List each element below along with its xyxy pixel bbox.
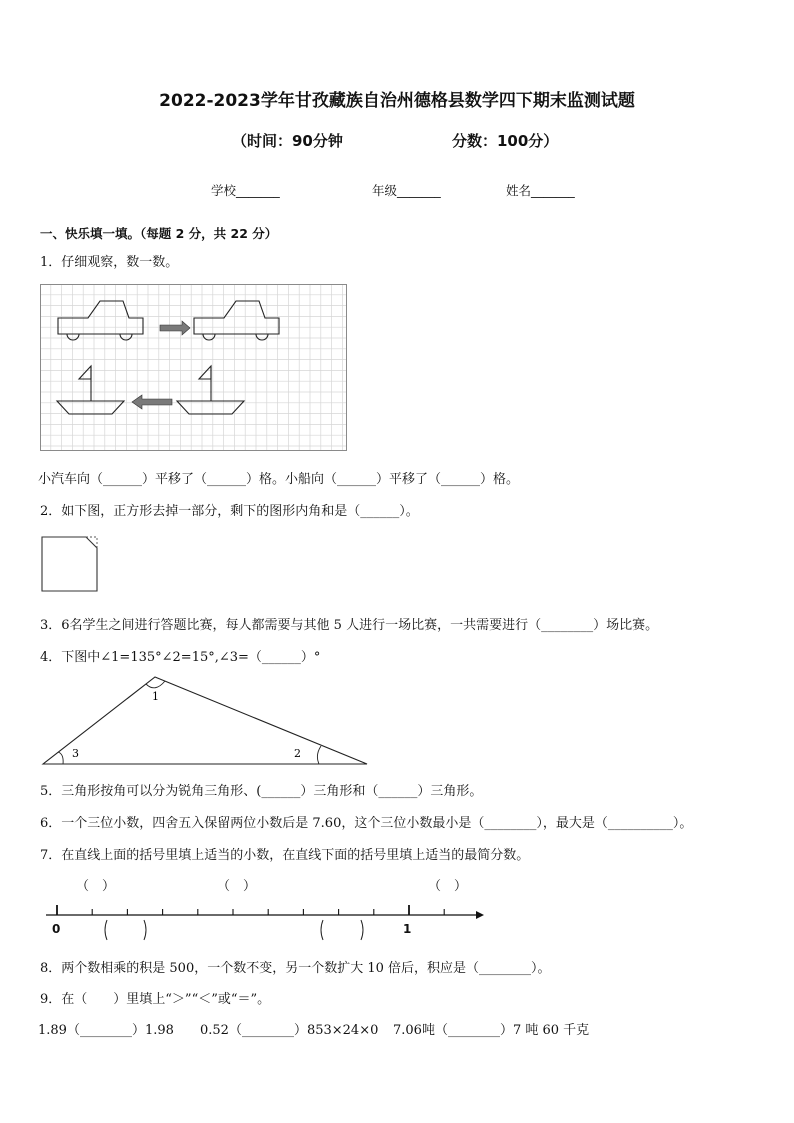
question-7: 7．在直线上面的括号里填上适当的小数，在直线下面的括号里填上适当的最简分数。 bbox=[40, 848, 530, 863]
question-6: 6．一个三位小数，四舍五入保留两位小数后是 7.60，这个三位小数最小是（________），最大是（__________）。 bbox=[40, 816, 693, 831]
angle-2-label: 2 bbox=[294, 747, 301, 760]
question-9: 9．在（ ）里填上“＞”“＜”或“＝”。 bbox=[40, 992, 271, 1007]
question-3: 3．6名学生之间进行答题比赛，每人都需要与其他 5 人进行一场比赛，一共需要进行（________）场比赛。 bbox=[40, 618, 659, 633]
question-5: 5．三角形按角可以分为锐角三角形、(______）三角形和（______）三角形。 bbox=[40, 784, 483, 799]
question-8: 8．两个数相乘的积是 500，一个数不变，另一个数扩大 10 倍后，积应是（________）。 bbox=[40, 961, 551, 976]
question-1-answer: 小汽车向（______）平移了（______）格。小船向（______）平移了（______）格。 bbox=[38, 472, 520, 487]
section-heading: 一、快乐填一填。（每题 2 分，共 22 分） bbox=[40, 226, 278, 241]
exam-time: （时间：90分钟 bbox=[232, 132, 343, 150]
numberline-zero-label: 0 bbox=[52, 922, 61, 936]
name-field: 姓名_______ bbox=[506, 183, 575, 198]
angle-3-label: 3 bbox=[72, 747, 79, 760]
question-9-item-3: 7.06吨（________）7 吨 60 千克 bbox=[393, 1023, 590, 1038]
top-bracket-2: （ ） bbox=[217, 879, 257, 894]
question-9-item-1: 1.89（________）1.98 bbox=[38, 1023, 174, 1038]
number-line bbox=[44, 898, 484, 948]
question-4: 4．下图中∠1=135°∠2=15°,∠3=（______）° bbox=[40, 650, 321, 665]
question-1: 1．仔细观察，数一数。 bbox=[40, 255, 179, 270]
triangle-figure bbox=[42, 673, 370, 767]
top-bracket-3: （ ） bbox=[428, 879, 468, 894]
translation-grid-figure bbox=[40, 284, 348, 452]
question-2: 2．如下图，正方形去掉一部分，剩下的图形内角和是（______）。 bbox=[40, 504, 419, 519]
page-title: 2022-2023学年甘孜藏族自治州德格县数学四下期末监测试题 bbox=[159, 91, 635, 111]
angle-1-label: 1 bbox=[152, 690, 159, 703]
numberline-one-label: 1 bbox=[403, 922, 412, 936]
top-bracket-1: （ ） bbox=[76, 879, 116, 894]
exam-score: 分数：100分） bbox=[452, 132, 559, 150]
grade-field: 年级_______ bbox=[372, 183, 441, 198]
school-field: 学校_______ bbox=[211, 183, 280, 198]
cut-square-figure bbox=[41, 536, 99, 592]
question-9-item-2: 0.52（________）853×24×0 bbox=[200, 1023, 379, 1038]
